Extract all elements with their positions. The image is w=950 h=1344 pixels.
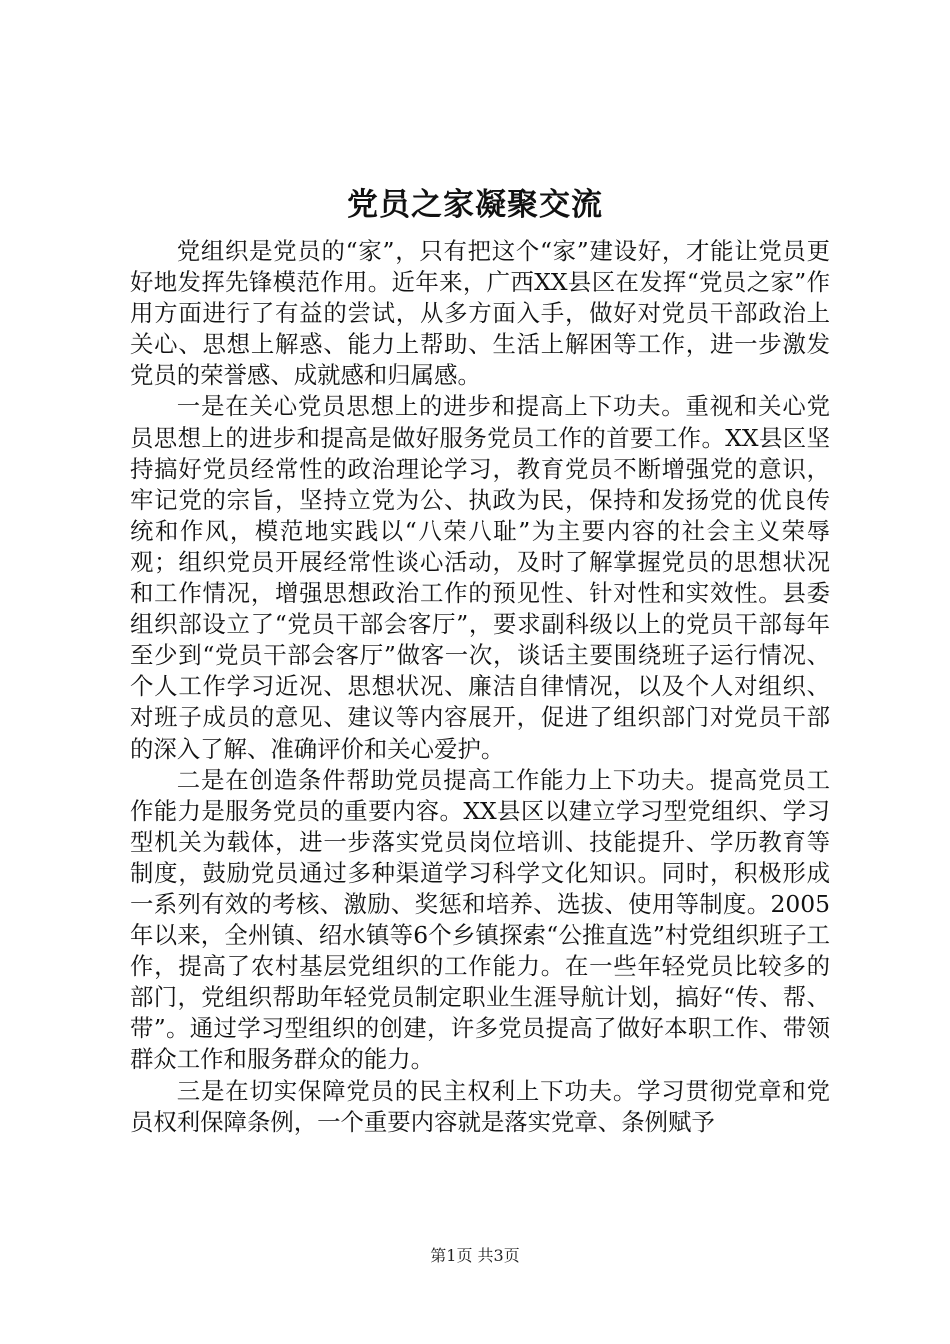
paragraph-point-two: 二是在创造条件帮助党员提高工作能力上下功夫。提高党员工作能力是服务党员的重要内容。XX县区以建立学习型党组织、学习型机关为载体，进一步落实党员岗位培训、技能提升、学历教育等制度，鼓励党员通过多种渠道学习科学文化知识。同时，积极形成一系列有效的考核、激励、奖惩和培养、选拔、使用等制度。2005年以来，全州镇、绍水镇等6个乡镇探索“公推直选”村党组织班子工作，提高了农村基层党组织的工作能力。在一些年轻党员比较多的部门，党组织帮助年轻党员制定职业生涯导航计划，搞好“传、帮、带”。通过学习型组织的创建，许多党员提高了做好本职工作、带领群众工作和服务群众的能力。 [130,765,830,1074]
paragraph-point-three: 三是在切实保障党员的民主权利上下功夫。学习贯彻党章和党员权利保障条例，一个重要内容就是落实党章、条例赋予 [130,1076,830,1136]
page-number-footer: 第1页 共3页 [430,1246,520,1265]
document-title: 党员之家凝聚交流 [347,187,603,223]
paragraph-point-one: 一是在关心党员思想上的进步和提高上下功夫。重视和关心党员思想上的进步和提高是做好服务党员工作的首要工作。XX县区坚持搞好党员经常性的政治理论学习，教育党员不断增强党的意识，牢记党的宗旨，坚持立党为公、执政为民，保持和发扬党的优良传统和作风，模范地实践以“八荣八耻”为主要内容的社会主义荣辱观；组织党员开展经常性谈心活动，及时了解掌握党员的思想状况和工作情况，增强思想政治工作的预见性、针对性和实效性。县委组织部设立了“党员干部会客厅”，要求副科级以上的党员干部每年至少到“党员干部会客厅”做客一次，谈话主要围绕班子运行情况、个人工作学习近况、思想状况、廉洁自律情况，以及个人对组织、对班子成员的意见、建议等内容展开，促进了组织部门对党员干部的深入了解、准确评价和关心爱护。 [130,392,830,763]
document-body [130,236,830,1138]
paragraph-intro: 党组织是党员的“家”，只有把这个“家”建设好，才能让党员更好地发挥先锋模范作用。近年来，广西XX县区在发挥“党员之家”作用方面进行了有益的尝试，从多方面入手，做好对党员干部政治上关心、思想上解惑、能力上帮助、生活上解困等工作，进一步激发党员的荣誉感、成就感和归属感。 [130,237,830,390]
